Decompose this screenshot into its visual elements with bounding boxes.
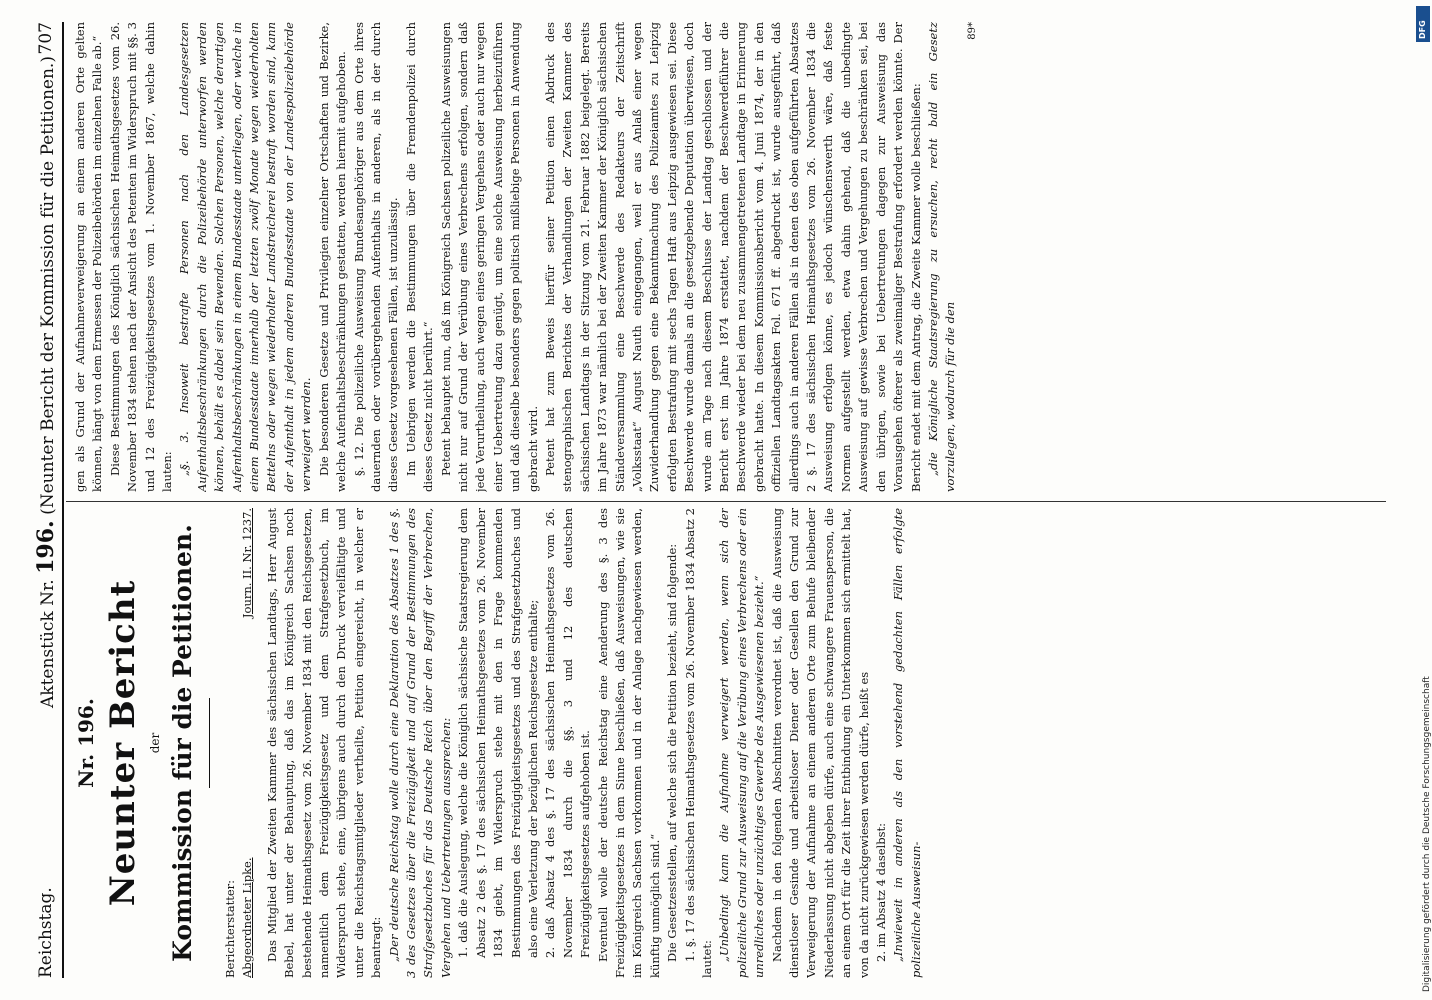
paragraph: Die besonderen Gesetze und Privilegien einzelner Ortschaften und Bezirke, welche Aufenthaltsbeschränkungen gestatten, werden hiermit aufgehoben. xyxy=(316,22,349,492)
header-center-suffix: (Neunter Bericht der Kommission für die Petitionen.) xyxy=(38,56,58,515)
list-item: 1. daß die Auslegung, welche die Königlich sächsische Staatsregierung dem Absatz 2 des §. 17 des sächsischen Heimathsgesetzes vom 26. November 1834 giebt, im Widerspruch stehe mit den in Frage kommenden Bestimmungen des Freizügigkeitsgesetzes und des Strafgesetzbuches und also eine Verletzung der bezüglichen Reichsgesetze enthalte; xyxy=(456,508,540,958)
header-rule xyxy=(62,22,64,978)
digitization-note: Digitalisierung gefördert durch die Deutsche Forschungsgemeinschaft xyxy=(1422,676,1432,992)
paragraph: Die Gesetzesstellen, auf welche sich die Petition bezieht, sind folgende: xyxy=(665,543,680,962)
report-subtitle: Kommission für die Petitionen. xyxy=(167,524,197,962)
list-item: 2. daß Absatz 4 des §. 17 des sächsischen Heimathsgesetzes vom 26. November 1834 durch die §§. 3 und 12 des deutschen Freizügigkeitsgesetzes aufgehoben ist. xyxy=(543,508,593,958)
header-center xyxy=(34,56,60,708)
header-center-prefix: Aktenstück Nr. xyxy=(38,579,58,708)
paragraph: „Inwieweit in anderen als den vorstehend gedachten Fällen erfolgte polizeiliche Ausweisun- xyxy=(891,508,923,978)
paragraph: Eventuell wolle der deutsche Reichstag eine Aenderung des §. 3 des Freizügigkeitsgesetzes in dem Sinne beschließen, daß Ausweisungen, wie sie im Königreich Sachsen vorkommen und in der Anlage nachgewiesen werden, künftig unmöglich sind.“ xyxy=(595,508,662,978)
paragraph: Petent hat zum Beweis hierfür seiner Petition einen Abdruck des stenographischen Berichtes der Verhandlungen der Zweiten Kammer des sächsischen Landtags in der Sitzung vom 21. Februar 1882 beigelegt. Bereits im Jahre 1873 war nämlich bei der Zweiten Kammer der Königlich sächsischen Ständeversammlung eine Beschwerde des Redakteurs der Zeitschrift „Volksstaat“ August Nauth eingegangen, weil er aus Anlaß einer wegen Zuwiderhandlung gegen eine Bekanntmachung des Polizeiamtes zu Leipzig erfolgten Bestrafung mit sechs Tagen Haft aus Leipzig ausgewiesen sei. Diese Beschwerde wurde damals an die gesetzgebende Deputation überwiesen, doch wurde am Tage nach diesem Beschlusse der Landtag geschlossen und der Bericht erst im Jahre 1874 erstattet, nachdem der Beschwerdeführer die Beschwerde wieder bei dem neu zusammengetretenen Landtage in Erinnerung gebracht hatte. In diesem Kommissionsbericht vom 4. Juni 1874, der in den offiziellen Landtagsakten Fol. 671 ff. abgedruckt ist, wurde ausgeführt, daß allerdings auch in anderen Fällen als in denen des oben aufgeführten Absatzes 2 §. 17 des sächsischen Heimathsgesetzes vom 26. November 1834 die Ausweisung erfolgen könne, es jedoch wünschenswerth wäre, daß feste Normen aufgestellt werden, etwa dahin gehend, daß die unbedingte Ausweisung auf gewisse Verbrechen und Vergehungen zu beschränken sei, bei den übrigen, sowie bei Uebertretungen dagegen zur Ausweisung das Vorausgehen öfterer als zweimaliger Bestrafung erfordert werden könnte. Der Bericht endet mit dem Antrag, die Zweite Kammer wolle beschließen: xyxy=(542,22,923,492)
paragraph: „Der deutsche Reichstag wolle durch eine Deklaration des Absatzes 1 des §. 3 des Gesetzes über die Freizügigkeit und auf Grund der Bestimmungen des Strafgesetzbuches für das Deutsche Reich über den Begriff der Verbrechen, Vergehen und Uebertretungen aussprechen: xyxy=(386,508,453,978)
reporter-block xyxy=(222,508,258,978)
paragraph: „Unbedingt kann die Aufnahme verweigert werden, wenn sich der polizeiliche Grund zur Ausweisung auf die Verübung eines Verbrechens oder ein unredliches oder unzüchtiges Gewerbe des Ausgewiesenen bezieht.“ xyxy=(717,508,767,978)
column-divider xyxy=(66,501,1386,502)
reporter-label: Berichterstatter: xyxy=(222,879,237,978)
left-column xyxy=(72,508,1388,978)
paragraph: „§. 3. Insoweit bestrafte Personen nach den Landesgesetzen Aufenthaltsbeschränkungen durch die Polizeibehörde unterworfen werden können, behält es dabei sein Bewenden. Solchen Personen, welche derartigen Aufenthaltsbeschränkungen in einem Bundesstaate unterliegen, oder welche in einem Bundesstaate innerhalb der letzten zwölf Monate wegen wiederholten Bettelns oder wegen wiederholter Landstreicherei bestraft worden sind, kann der Aufenthalt in jedem anderen Bundesstaate von der Landespolizeibehörde verweigert werden. xyxy=(177,22,314,492)
right-column xyxy=(72,22,1388,492)
signature-mark: 89* xyxy=(966,22,978,40)
report-title: Neunter Bericht xyxy=(103,579,144,907)
title-der: der xyxy=(148,732,163,754)
page-number: 707 xyxy=(36,22,56,55)
paragraph: Petent behauptet nun, daß im Königreich Sachsen polizeiliche Ausweisungen nicht nur auf Grund der Verübung eines Verbrechens erfolgen, sondern daß jede Verurtheilung, auch wegen eines geringen Vergehens oder auch nur wegen einer Uebertretung dazu genügt, um eine solche Ausweisung herbeizuführen und daß dieselbe besonders gegen politisch mißliebige Personen in Anwendung gebracht wird. xyxy=(438,22,540,492)
paragraph: gen als Grund der Aufnahmeverweigerung an einem anderen Orte gelten können, hängt von dem Ermessen der Polizeibehörden im einzelnen Falle ab.“ xyxy=(73,22,105,492)
dfg-logo-text: DFG xyxy=(1418,20,1427,39)
paragraph: „die Königliche Staatsregierung zu ersuchen, recht bald ein Gesetz vorzulegen, wodurch für die den xyxy=(925,22,958,492)
paragraph: Diese Bestimmungen des Königlich sächsischen Heimathsgesetzes vom 26. November 1834 stehen nach der Ansicht des Petenten im Widerspruch mit §§. 3 und 12 des Freizügigkeitsgesetzes vom 1. November 1867, welche dahin lauten: xyxy=(107,22,175,492)
header-left: Reichstag. xyxy=(36,887,56,978)
paragraph: 1. §. 17 des sächsischen Heimathsgesetzes vom 26. November 1834 Absatz 2 lautet: xyxy=(682,508,714,978)
dfg-logo xyxy=(1416,6,1430,42)
journal-reference: Journ. II. Nr. 1237. xyxy=(239,508,254,619)
paragraph: Nachdem in den folgenden Abschnitten verordnet ist, daß die Ausweisung dienstloser Gesinde und arbeitsloser Diener oder Gesellen den Grund zur Verweigerung der Aufnahme an einem anderen Orte zum Behufe bleibender Niederlassung nicht abgeben dürfe, auch eine schwangere Frauensperson, die an einem Ort für die Zeit ihrer Entbindung ein Unterkommen sich ermittelt hat, von da nicht zurückgewiesen werden dürfe, heißt es xyxy=(769,508,871,978)
header-number: 196. xyxy=(33,520,59,574)
reporter-name: Abgeordneter Lipke. xyxy=(239,857,254,978)
document-number: Nr. 196. xyxy=(74,698,98,788)
paragraph: §. 12. Die polizeiliche Ausweisung Bundesangehöriger aus dem Orte ihres dauernden oder vorübergehenden Aufenthalts in anderen, als in der durch dieses Gesetz vorgesehenen Fällen, ist unzulässig. xyxy=(351,22,401,492)
running-header xyxy=(34,22,58,978)
paragraph: Das Mitglied der Zweiten Kammer des sächsischen Landtags, Herr August Bebel, hat unter der Behauptung, daß das im Königreich Sachsen noch bestehende Heimathsgesetz vom 26. November 1834 mit den Reichsgesetzen, namentlich dem Freizügigkeitsgesetz und dem Strafgesetzbuch, im Widerspruch stehe, eine, übrigens auch durch den Druck vervielfältigte und unter die Reichstagsmitglieder vertheilte, Petition eingereicht, in welcher er beantragt: xyxy=(264,508,384,978)
paragraph: Im Uebrigen werden die Bestimmungen über die Fremdenpolizei durch dieses Gesetz nicht berührt.“ xyxy=(403,22,436,492)
paragraph: 2. im Absatz 4 daselbst: xyxy=(874,823,889,962)
title-rule xyxy=(209,698,210,788)
